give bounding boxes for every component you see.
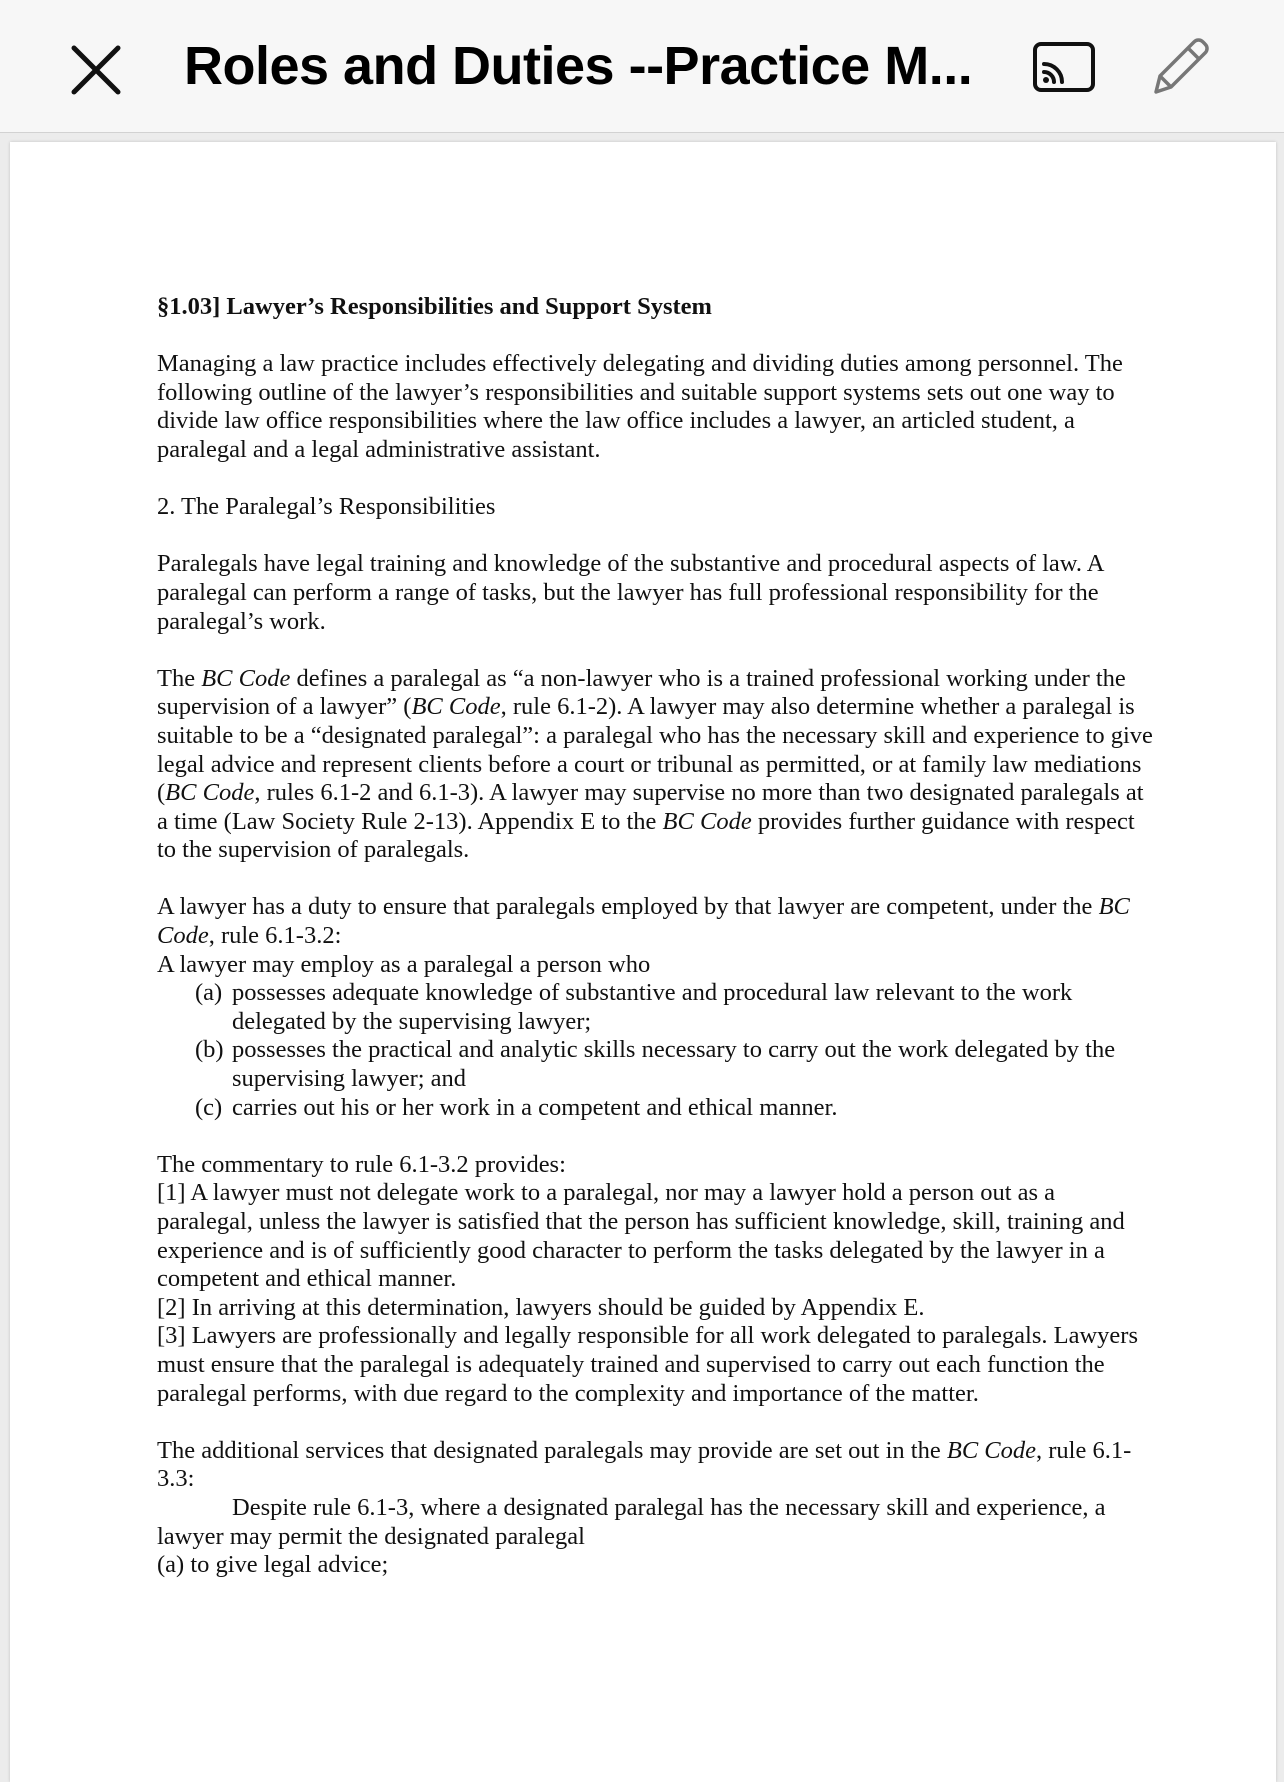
text-run: The additional services that designated paralegals may provide are set out in the	[157, 1436, 947, 1464]
list-marker: (b)	[195, 1036, 224, 1064]
document-body	[157, 293, 1157, 1580]
intro-paragraph: Managing a law practice includes effectively delegating and dividing duties among personnel. The following outline of the lawyer’s responsibilities and suitable support systems sets out one way to divide law office responsibilities where the law office includes a lawyer, an articled student, a paralegal and a legal administrative assistant.	[157, 350, 1123, 463]
bc-code-ref: BC Code	[165, 779, 255, 807]
rule-item	[157, 979, 1157, 1036]
text-run: , rule 6.1-3.2:	[208, 922, 342, 950]
bc-code-ref: BC Code	[157, 893, 1130, 950]
text-run: The	[157, 664, 202, 692]
close-button[interactable]	[66, 40, 126, 100]
text-run: , rule 6.1-3.3:	[157, 1436, 1132, 1493]
text-run: A lawyer has a duty to ensure that paralegals employed by that lawyer are competent, under the	[157, 893, 1099, 921]
rule-item-text: possesses the practical and analytic skills necessary to carry out the work delegated by the supervising lawyer; and	[232, 1036, 1116, 1093]
rule-item-text: possesses adequate knowledge of substantive and procedural law relevant to the work delegated by the supervising lawyer;	[232, 979, 1073, 1035]
definition-paragraph	[157, 665, 1157, 865]
text-run: , rule 6.1-2). A lawyer may also determine whether a paralegal is suitable to be a “designated paralegal”: a paralegal who has the necessary skill and experience to give legal advice and represent clients before a court or tribunal as permitted, or at family law mediations (	[157, 693, 1153, 807]
rule-item-text: carries out his or her work in a competent and ethical manner.	[232, 1093, 838, 1121]
section-heading: §1.03] Lawyer’s Responsibilities and Support System	[157, 293, 712, 320]
commentary-intro: The commentary to rule 6.1-3.2 provides:	[157, 1150, 566, 1178]
rule-intro: A lawyer may employ as a paralegal a person who	[157, 950, 651, 978]
list-marker: (c)	[195, 1093, 223, 1121]
duty-paragraph	[157, 893, 1157, 950]
text-run: defines a paralegal as “a non-lawyer who is a trained professional working under the supervision of a lawyer” (	[157, 664, 1126, 721]
bc-code-ref: BC Code	[201, 664, 291, 692]
bc-code-ref: BC Code	[662, 807, 752, 835]
cast-icon	[1032, 40, 1096, 94]
document-page[interactable]	[10, 142, 1276, 1782]
subheading: 2. The Paralegal’s Responsibilities	[157, 493, 496, 521]
close-icon	[66, 40, 126, 100]
rule2-item: (a) to give legal advice;	[157, 1551, 389, 1579]
commentary-item: [1] A lawyer must not delegate work to a paralegal, nor may a lawyer hold a person out as a paralegal, unless the lawyer is satisfied that the person has sufficient knowledge, skill, training and experience and is of sufficiently good character to perform the tasks delegated by the lawyer in a competent and ethical manner.	[157, 1179, 1125, 1293]
text-run: , rules 6.1-2 and 6.1-3). A lawyer may supervise no more than two designated paralegals at a time (Law Society Rule 2-13). Appendix E to the	[157, 779, 1144, 835]
additional-services-paragraph	[157, 1437, 1157, 1494]
paralegal-paragraph: Paralegals have legal training and knowledge of the substantive and procedural aspects of law. A paralegal can perform a range of tasks, but the lawyer has full professional responsibility for the paralegal’s work.	[157, 550, 1104, 635]
pencil-icon	[1146, 30, 1212, 100]
commentary-item: [3] Lawyers are professionally and legally responsible for all work delegated to paralegals. Lawyers must ensure that the paralegal is adequately trained and supervised to carry out each function the paralegal performs, with due regard to the complexity and importance of the matter.	[157, 1322, 1138, 1407]
bc-code-ref: BC Code	[411, 693, 501, 721]
rule-item	[157, 1094, 1157, 1123]
list-marker: (a)	[195, 979, 223, 1007]
document-title: Roles and Duties --Practice M...	[184, 36, 973, 96]
text-run: provides further guidance with respect to the supervision of paralegals.	[157, 807, 1135, 864]
bc-code-ref: BC Code	[946, 1436, 1037, 1464]
commentary-item: [2] In arriving at this determination, lawyers should be guided by Appendix E.	[157, 1293, 925, 1321]
edit-button[interactable]	[1146, 30, 1212, 100]
rule2-intro: Despite rule 6.1-3, where a designated paralegal has the necessary skill and experience, a lawyer may permit the designated paralegal	[157, 1493, 1106, 1550]
cast-button[interactable]	[1032, 40, 1096, 94]
top-bar	[0, 0, 1284, 133]
rule-item	[157, 1036, 1157, 1093]
